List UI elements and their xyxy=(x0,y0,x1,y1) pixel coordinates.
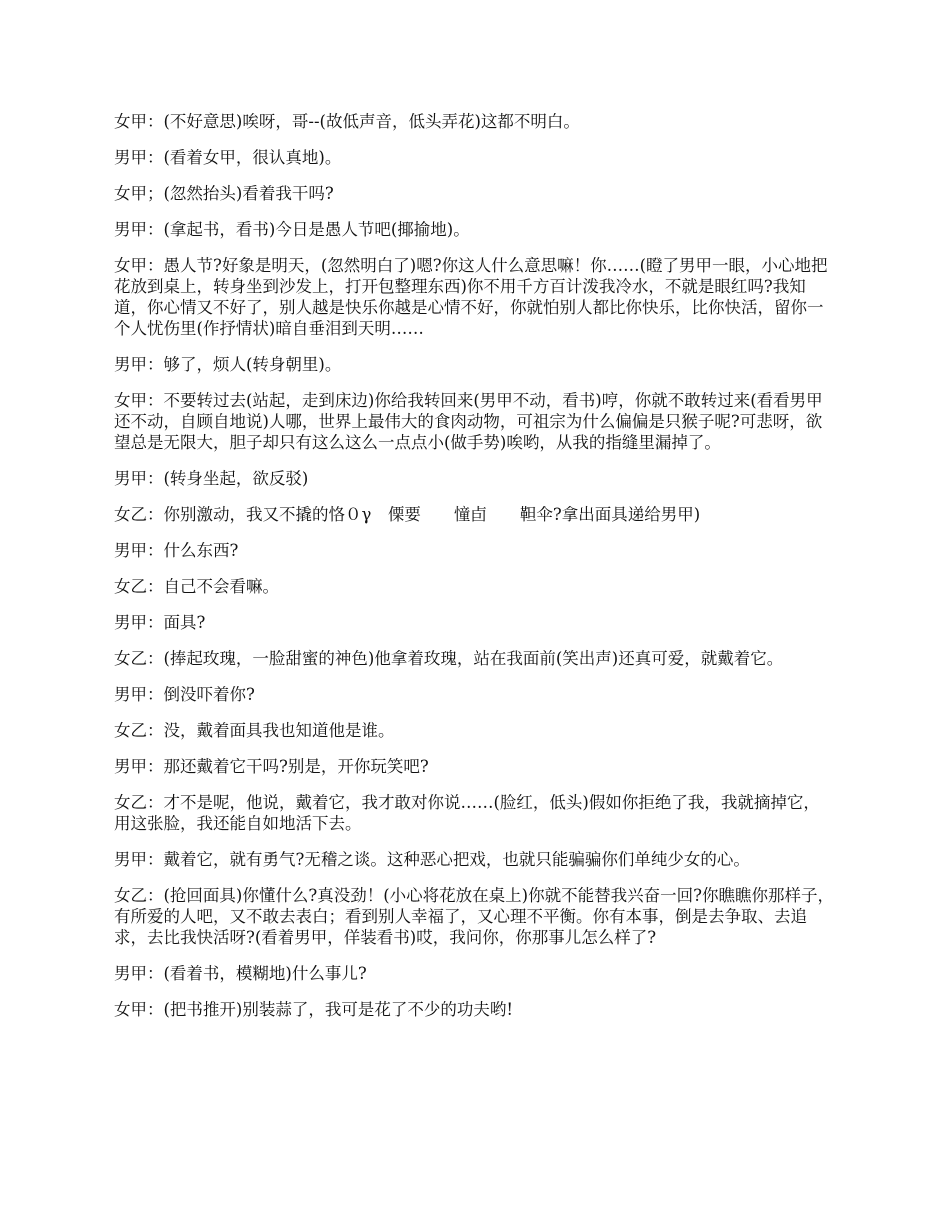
dialogue-line-14: 男甲：倒没吓着你? xyxy=(114,685,255,704)
dialogue-line-3: 女甲；(忽然抬头)看着我干吗? xyxy=(114,184,334,203)
dialogue-line-12: 男甲：面具? xyxy=(114,613,206,632)
dialogue-line-18: 男甲：戴着它，就有勇气?无稽之谈。这种恶心把戏，也就只能骗骗你们单纯少女的心。 xyxy=(114,850,750,869)
dialogue-line-11: 女乙：自己不会看嘛。 xyxy=(114,577,279,596)
dialogue-line-9: 女乙：你别激动，我又不撬的恪０γ 傈要 憧卣 靼伞?拿出面具递给男甲) xyxy=(114,505,701,524)
dialogue-line-4: 男甲：(拿起书，看书)今日是愚人节吧(揶揄地)。 xyxy=(114,220,470,239)
dialogue-line-5: 女甲：愚人节?好象是明天，(忽然明白了)嗯?你这人什么意思嘛！你……(瞪了男甲一眼，小心地把花放到桌上，转身坐到沙发上，打开包整理东西)你不用千方百计泼我冷水，不就是眼红吗?我知道，你心情又不好了，别人越是快乐你越是心情不好，你就怕别人都比你快乐，比你快活，留你一个人忧伤里(作抒情状)暗自垂泪到天明…… xyxy=(114,256,828,338)
dialogue-line-21: 女甲：(把书推开)别装蒜了，我可是花了不少的功夫哟! xyxy=(114,1000,514,1019)
dialogue-line-10: 男甲：什么东西? xyxy=(114,541,239,560)
dialogue-line-1: 女甲：(不好意思)唉呀，哥--(故低声音，低头弄花)这都不明白。 xyxy=(114,112,580,131)
dialogue-line-20: 男甲：(看着书，模糊地)什么事儿? xyxy=(114,964,367,983)
document-body xyxy=(114,111,836,1035)
dialogue-line-17: 女乙：才不是呢，他说，戴着它，我才敢对你说……(脸红，低头)假如你拒绝了我，我就摘掉它，用这张脸，我还能自如地活下去。 xyxy=(114,793,820,833)
dialogue-line-2: 男甲：(看着女甲，很认真地)。 xyxy=(114,148,342,167)
dialogue-line-7: 女甲：不要转过去(站起，走到床边)你给我转回来(男甲不动，看书)哼，你就不敢转过来(看看男甲还不动，自顾自地说)人哪，世界上最伟大的食肉动物，可祖宗为什么偏偏是只猴子呢?可悲呀，欲望总是无限大，胆子却只有这么这么一点点小(做手势)唉哟，从我的指缝里漏掉了。 xyxy=(114,391,823,452)
dialogue-line-8: 男甲：(转身坐起，欲反驳) xyxy=(114,469,309,488)
dialogue-line-15: 女乙：没，戴着面具我也知道他是谁。 xyxy=(114,721,395,740)
dialogue-line-16: 男甲：那还戴着它干吗?别是，开你玩笑吧? xyxy=(114,757,429,776)
dialogue-line-13: 女乙：(捧起玫瑰，一脸甜蜜的神色)他拿着玫瑰，站在我面前(笑出声)还真可爱，就戴着它。 xyxy=(114,649,784,668)
dialogue-line-6: 男甲：够了，烦人(转身朝里)。 xyxy=(114,355,342,374)
dialogue-line-19: 女乙：(抢回面具)你懂什么?真没劲！(小心将花放在桌上)你就不能替我兴奋一回?你瞧瞧你那样子，有所爱的人吧，又不敢去表白；看到别人幸福了，又心理不平衡。你有本事，倒是去争取、去追求，去比我快活呀?(看着男甲，佯装看书)哎，我问你，你那事儿怎么样了? xyxy=(114,886,834,947)
